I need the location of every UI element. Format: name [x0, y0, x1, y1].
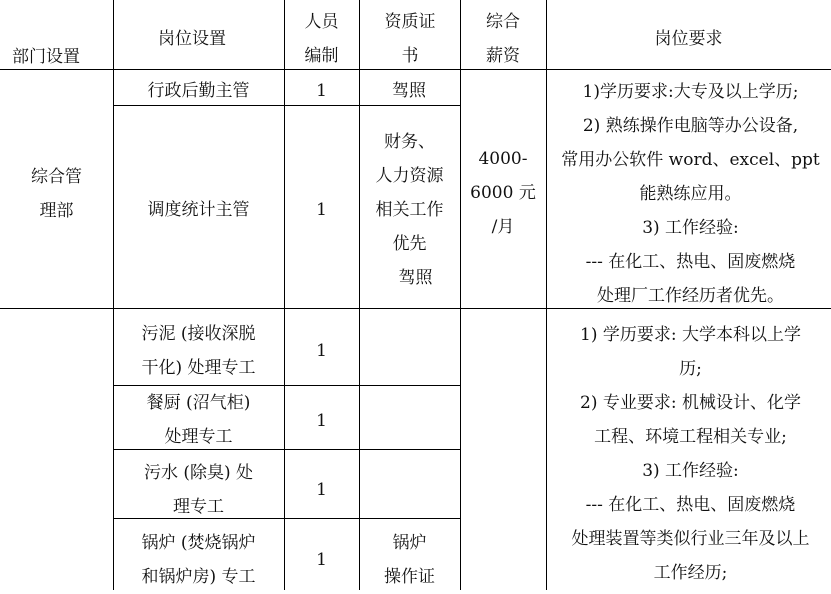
requirements-text: 1) 学历要求: 大学本科以上学 历; 2) 专业要求: 机械设计、化学 工程、环境工程相关专业; 3) 工作经验: --- 在化工、热电、固废燃烧 处理装置等类似行业三年及以上 工作经历; — [571, 325, 810, 583]
headcount-value: 1 — [316, 200, 327, 220]
headcount-value: 1 — [316, 341, 327, 361]
grid-line — [359, 0, 360, 590]
cert-value: 财务、 人力资源 相关工作 优先 驾照 — [375, 132, 444, 288]
grid-line — [546, 0, 547, 590]
grid-line — [460, 0, 461, 590]
headcount-value: 1 — [316, 411, 327, 431]
post-title: 行政后勤主管 — [147, 81, 250, 101]
salary-value: 4000- 6000 元 /月 — [470, 149, 536, 237]
post-title: 污水 (除臭) 处 理专工 — [143, 463, 254, 517]
post-title: 调度统计主管 — [147, 200, 250, 220]
cert-value: 锅炉 操作证 — [384, 533, 435, 587]
header-post: 岗位设置 — [158, 29, 226, 49]
header-requirements: 岗位要求 — [654, 29, 723, 49]
header-dept: 部门设置 — [12, 47, 80, 67]
dept-name: 综合管 理部 — [31, 167, 82, 221]
headcount-value: 1 — [316, 81, 327, 101]
header-cert: 资质证 书 — [384, 12, 436, 66]
header-headcount: 人员 编制 — [304, 12, 339, 66]
headcount-value: 1 — [316, 550, 327, 570]
post-title: 锅炉 (焚烧锅炉 和锅炉房) 专工 — [141, 533, 256, 587]
cert-value: 驾照 — [392, 81, 426, 101]
headcount-value: 1 — [316, 480, 327, 500]
post-title: 餐厨 (沼气柜) 处理专工 — [146, 393, 251, 447]
requirements-text: 1)学历要求:大专及以上学历; 2) 熟练操作电脑等办公设备, 常用办公软件 word、excel、ppt 能熟练应用。 3) 工作经验: --- 在化工、热电、固废燃烧 处理厂工作经历者优先。 — [561, 82, 820, 306]
post-title: 污泥 (接收深脱 干化) 处理专工 — [141, 324, 256, 378]
header-salary: 综合 薪资 — [486, 12, 520, 66]
